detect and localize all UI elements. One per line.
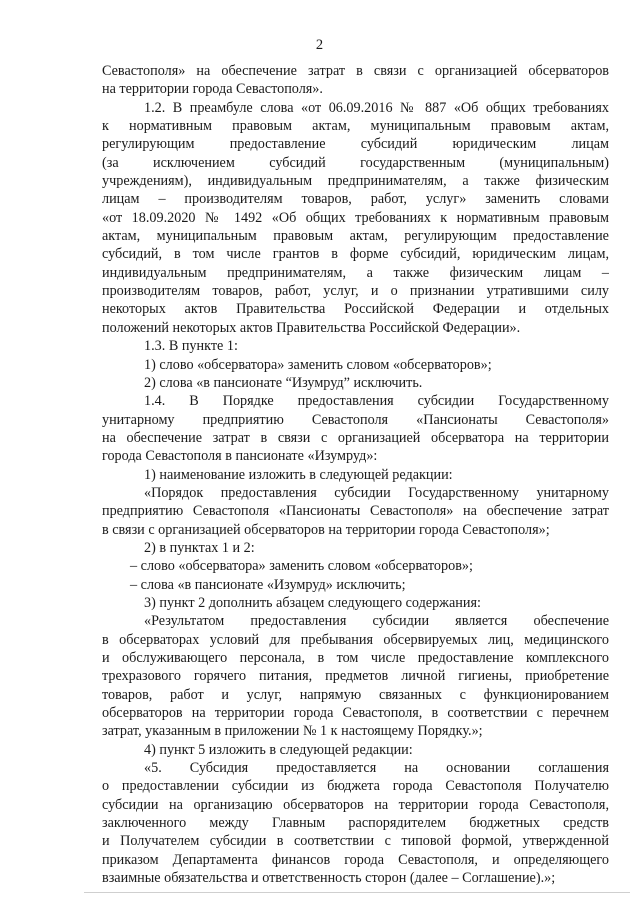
text-line: предприятию Севастополя «Пансионаты Севастополя» на обеспечение затрат xyxy=(102,503,609,520)
text-line: субсидии на организацию обсерваторов на территории города Севастополя, xyxy=(102,796,609,813)
text-line: актам, муниципальным правовым актам, регулирующим предоставление xyxy=(102,228,609,245)
text-line: унитарному предприятию Севастополя «Пансионаты Севастополя» xyxy=(102,411,609,428)
text-line: 1.4. В Порядке предоставления субсидии Государственному xyxy=(144,393,609,410)
text-line: «Результатом предоставления субсидии является обеспечение xyxy=(144,613,609,630)
text-line: 1) наименование изложить в следующей редакции: xyxy=(144,466,453,483)
text-line: о предоставлении субсидии из бюджета города Севастополя Получателю xyxy=(102,778,609,795)
scan-edge-line xyxy=(84,892,630,893)
text-line: лицам – производителям товаров, работ, услуг» заменить словами xyxy=(102,191,609,208)
text-line: заключенного между Главным распорядителем бюджетных средств xyxy=(102,815,609,832)
text-line: учреждениям), индивидуальным предпринимателям, а также физическим xyxy=(102,173,609,190)
page-number: 2 xyxy=(315,37,324,53)
text-line: субсидий, в том числе грантов в форме субсидий, юридическим лицам, xyxy=(102,246,609,263)
text-line: приказом Департамента финансов города Севастополя, и определяющего xyxy=(102,851,609,868)
text-line: 1.2. В преамбуле слова «от 06.09.2016 № 887 «Об общих требованиях xyxy=(144,99,609,116)
text-line: «5. Субсидия предоставляется на основании соглашения xyxy=(144,760,609,777)
text-line: производителям товаров, работ, услуг, и о признании утратившими силу xyxy=(102,283,609,300)
text-line: некоторых актов Правительства Российской Федерации и отдельных xyxy=(102,301,609,318)
text-line: взаимные обязательства и ответственность сторон (далее – Соглашение).»; xyxy=(102,870,556,887)
text-line: 1.3. В пункте 1: xyxy=(144,338,238,355)
text-line: на территории города Севастополя». xyxy=(102,81,323,98)
text-line: (за исключением субсидий государственным (муниципальным) xyxy=(102,154,609,171)
text-line: 4) пункт 5 изложить в следующей редакции: xyxy=(144,741,413,758)
text-line: – слово «обсерватора» заменить словом «обсерваторов»; xyxy=(130,558,473,575)
text-line: регулирующим предоставление субсидий юридическим лицам xyxy=(102,136,609,153)
text-line: 2) слова «в пансионате “Изумруд” исключить. xyxy=(144,374,423,391)
text-line: на обеспечение затрат в связи с организацией обсерватора на территории xyxy=(102,429,609,446)
text-line: индивидуальным предпринимателям, а также физическим лицам – xyxy=(102,264,609,281)
text-line: к нормативным правовым актам, муниципальным правовым актам, xyxy=(102,118,609,135)
text-line: положений некоторых актов Правительства Российской Федерации». xyxy=(102,319,521,336)
text-line: «от 18.09.2020 № 1492 «Об общих требованиях к нормативным правовым xyxy=(102,209,609,226)
document-body xyxy=(102,62,609,887)
text-line: обсерваторов на территории города Севастополя, в соответствии с перечнем xyxy=(102,705,609,722)
text-line: в обсерваторах условий для пребывания обсервируемых лиц, медицинского xyxy=(102,631,609,648)
text-line: 1) слово «обсерватора» заменить словом «обсерваторов»; xyxy=(144,356,492,373)
text-line: и обслуживающего персонала, в том числе предоставление комплексного xyxy=(102,650,609,666)
text-line: – слова «в пансионате «Изумруд» исключить; xyxy=(130,576,406,593)
text-line: товаров, работ и услуг, напрямую связанных с функционированием xyxy=(102,686,609,703)
text-line: и Получателем субсидии в соответствии с типовой формой, утвержденной xyxy=(102,833,609,850)
text-line: «Порядок предоставления субсидии Государственному унитарному xyxy=(144,484,609,501)
text-line: трехразового горячего питания, предметов личной гигиены, приобретение xyxy=(102,668,609,685)
text-line: 2) в пунктах 1 и 2: xyxy=(144,539,255,556)
text-line: в связи с организацией обсерваторов на территории города Севастополя»; xyxy=(102,521,550,538)
text-line: затрат, указанным в приложении № 1 к настоящему Порядку.»; xyxy=(102,723,483,740)
text-line: Севастополя» на обеспечение затрат в связи с организацией обсерваторов xyxy=(102,63,609,79)
text-line: 3) пункт 2 дополнить абзацем следующего содержания: xyxy=(144,594,481,611)
text-line: города Севастополя в пансионате «Изумруд»: xyxy=(102,448,378,465)
